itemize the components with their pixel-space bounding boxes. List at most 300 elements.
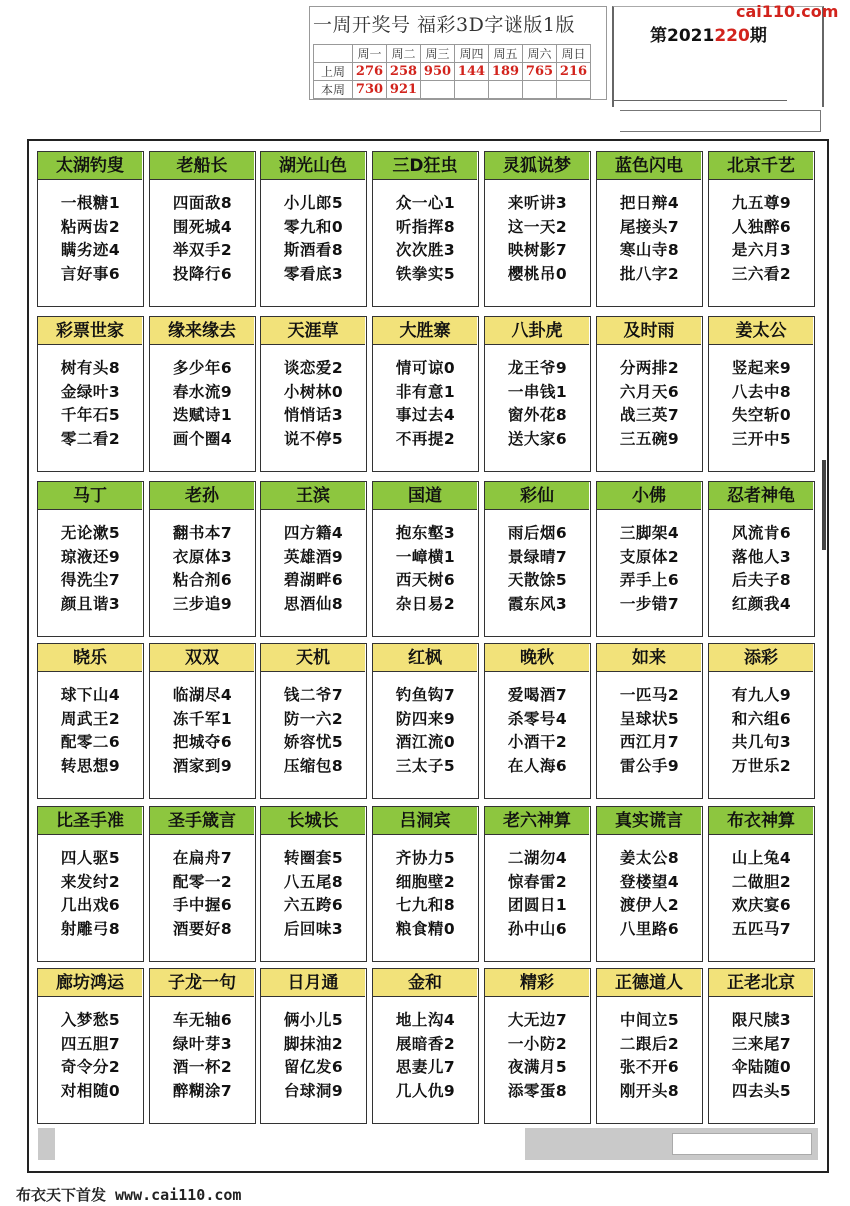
riddle-lines (373, 684, 478, 778)
riddle-line: 在人海6 (507, 756, 568, 775)
author-name: 天机 (261, 644, 365, 672)
riddle-line: 酒家到9 (172, 756, 233, 775)
day-header: 周一 (353, 45, 387, 63)
riddle-lines (38, 192, 143, 286)
author-name: 子龙一句 (150, 969, 254, 997)
riddle-line: 尾接头7 (619, 217, 680, 236)
riddle-line: 碧湖畔6 (283, 571, 344, 589)
riddle-line: 冻千军1 (172, 709, 233, 728)
author-name: 老孙 (150, 482, 254, 510)
riddle-line: 悄悄话3 (283, 406, 344, 424)
riddle-line: 手中握6 (172, 896, 233, 914)
riddle-cell (708, 806, 815, 962)
riddle-line: 七九和8 (395, 896, 456, 914)
riddle-cell (372, 643, 479, 799)
riddle-cell (149, 481, 256, 637)
riddle-lines (373, 192, 478, 286)
riddle-line: 三开中5 (731, 429, 792, 448)
riddle-line: 支原体2 (619, 547, 680, 566)
decorative-bar (822, 460, 826, 550)
riddle-line: 寒山寺8 (619, 241, 680, 259)
riddle-lines (261, 684, 366, 778)
author-name: 晓乐 (38, 644, 142, 672)
weekly-draw-table (313, 44, 591, 99)
riddle-line: 俩小儿5 (283, 1011, 344, 1029)
riddle-line: 四方籍4 (283, 524, 344, 542)
riddle-line: 配零一2 (172, 872, 233, 891)
riddle-line: 脚抹油2 (283, 1034, 344, 1053)
riddle-line: 奇令分2 (60, 1058, 121, 1076)
riddle-cell (708, 481, 815, 637)
riddle-cell (596, 316, 703, 472)
riddle-cell (484, 643, 591, 799)
author-name: 红枫 (373, 644, 477, 672)
riddle-line: 一小防2 (507, 1034, 568, 1053)
riddle-line: 地上沟4 (395, 1011, 456, 1029)
riddle-cell (708, 968, 815, 1124)
riddle-line: 后夫子8 (731, 571, 792, 589)
riddle-line: 细胞壁2 (395, 872, 456, 891)
riddle-cell (37, 806, 144, 962)
riddle-line: 杀零号4 (507, 709, 568, 728)
author-name: 正德道人 (597, 969, 701, 997)
day-header: 周六 (523, 45, 557, 63)
riddle-lines (597, 522, 702, 616)
riddle-lines (709, 1009, 814, 1103)
issue-number (650, 21, 767, 46)
riddle-cell (37, 481, 144, 637)
riddle-cell (596, 481, 703, 637)
riddle-lines (485, 357, 590, 451)
riddle-cell (484, 481, 591, 637)
riddle-line: 一步错7 (619, 594, 680, 613)
riddle-line: 二跟后2 (619, 1034, 680, 1053)
riddle-line: 酒要好8 (172, 919, 233, 938)
footer-credit: 布衣天下首发 www.cai110.com (16, 1186, 242, 1204)
riddle-line: 三太子5 (395, 756, 456, 775)
riddle-cell (372, 806, 479, 962)
riddle-lines (485, 847, 590, 941)
riddle-line: 爱喝酒7 (507, 686, 568, 704)
author-name: 及时雨 (597, 317, 701, 345)
riddle-line: 无论漱5 (60, 524, 121, 542)
riddle-line: 三脚架4 (619, 524, 680, 542)
author-name: 太湖钓叟 (38, 152, 142, 180)
draw-number: 144 (455, 63, 489, 81)
riddle-lines (485, 1009, 590, 1103)
corner-cell (314, 45, 353, 63)
riddle-line: 四去头5 (731, 1081, 792, 1100)
riddle-line: 周武王2 (60, 709, 121, 728)
author-name: 忍者神龟 (709, 482, 813, 510)
this-week-row (314, 81, 591, 99)
riddle-line: 抱东壑3 (395, 524, 456, 542)
riddle-lines (38, 522, 143, 616)
riddle-line: 酒一杯2 (172, 1058, 233, 1076)
riddle-line: 霞东风3 (507, 594, 568, 613)
riddle-line: 齐协力5 (395, 849, 456, 867)
row-label: 本周 (314, 81, 353, 99)
riddle-line: 配零二6 (60, 733, 121, 751)
riddle-line: 零看底3 (283, 264, 344, 283)
riddle-line: 山上兔4 (731, 849, 792, 867)
author-name: 精彩 (485, 969, 589, 997)
riddle-line: 四五胆7 (60, 1034, 121, 1053)
riddle-lines (150, 1009, 255, 1103)
author-name: 王滨 (261, 482, 365, 510)
riddle-line: 酒江流0 (395, 733, 456, 751)
riddle-line: 零九和0 (283, 217, 344, 236)
riddle-cell (37, 968, 144, 1124)
issue-prefix: 第2021 (650, 26, 715, 46)
riddle-line: 龙王爷9 (507, 359, 568, 377)
riddle-line: 伞陆随0 (731, 1058, 792, 1076)
riddle-lines (709, 684, 814, 778)
day-header: 周二 (387, 45, 421, 63)
riddle-line: 姜太公8 (619, 849, 680, 867)
riddle-line: 粘两齿2 (60, 217, 121, 236)
riddle-cell (372, 151, 479, 307)
author-name: 吕洞宾 (373, 807, 477, 835)
riddle-line: 二湖勿4 (507, 849, 568, 867)
riddle-line: 来听讲3 (507, 194, 568, 212)
author-name: 八卦虎 (485, 317, 589, 345)
author-name: 真实谎言 (597, 807, 701, 835)
riddle-line: 千年石5 (60, 406, 121, 424)
riddle-lines (485, 684, 590, 778)
riddle-line: 树有头8 (60, 359, 121, 377)
table-header-row (314, 45, 591, 63)
riddle-lines (597, 847, 702, 941)
day-header: 周三 (421, 45, 455, 63)
riddle-line: 铁拳实5 (395, 264, 456, 283)
riddle-line: 战三英7 (619, 406, 680, 424)
author-name: 老六神算 (485, 807, 589, 835)
author-name: 如来 (597, 644, 701, 672)
riddle-line: 临湖尽4 (172, 686, 233, 704)
riddle-line: 投降行6 (172, 264, 233, 283)
riddle-lines (373, 1009, 478, 1103)
riddle-line: 六五跨6 (283, 896, 344, 914)
riddle-line: 防一六2 (283, 709, 344, 728)
riddle-line: 景绿晴7 (507, 547, 568, 566)
riddle-line: 三五碗9 (619, 429, 680, 448)
riddle-line: 次次胜3 (395, 241, 456, 259)
draw-number: 189 (489, 63, 523, 81)
riddle-line: 举双手2 (172, 241, 233, 259)
riddle-line: 金绿叶3 (60, 382, 121, 401)
author-name: 天涯草 (261, 317, 365, 345)
riddle-line: 迭赋诗1 (172, 406, 233, 424)
riddle-lines (261, 522, 366, 616)
riddle-line: 风流肯6 (731, 524, 792, 542)
issue-suffix: 期 (749, 26, 767, 46)
draw-number: 276 (353, 63, 387, 81)
riddle-line: 思酒仙8 (283, 594, 344, 613)
riddle-lines (38, 847, 143, 941)
author-name: 长城长 (261, 807, 365, 835)
riddle-line: 英雄酒9 (283, 547, 344, 566)
riddle-lines (485, 522, 590, 616)
riddle-line: 来发纣2 (60, 872, 121, 891)
riddle-line: 小酒干2 (507, 733, 568, 751)
riddle-cell (708, 151, 815, 307)
author-name: 添彩 (709, 644, 813, 672)
draw-number (557, 81, 591, 99)
day-header: 周五 (489, 45, 523, 63)
riddle-cell (596, 968, 703, 1124)
draw-number: 921 (387, 81, 421, 99)
draw-number (523, 81, 557, 99)
riddle-line: 不再提2 (395, 429, 456, 448)
riddle-lines (709, 522, 814, 616)
riddle-line: 是六月3 (731, 241, 792, 259)
riddle-line: 八五尾8 (283, 872, 344, 891)
author-name: 蓝色闪电 (597, 152, 701, 180)
riddle-cell (708, 643, 815, 799)
riddle-line: 人独醉6 (731, 217, 792, 236)
riddle-line: 送大家6 (507, 429, 568, 448)
riddle-line: 娇容忧5 (283, 733, 344, 751)
draw-number (421, 81, 455, 99)
draw-number (489, 81, 523, 99)
author-name: 缘来缘去 (150, 317, 254, 345)
author-name: 金和 (373, 969, 477, 997)
riddle-lines (373, 522, 478, 616)
riddle-cell (260, 968, 367, 1124)
riddle-line: 在扁舟7 (172, 849, 233, 867)
author-name: 比圣手准 (38, 807, 142, 835)
riddle-line: 和六组6 (731, 709, 792, 728)
riddle-line: 杂日易2 (395, 594, 456, 613)
riddle-line: 八里路6 (619, 919, 680, 938)
author-name: 国道 (373, 482, 477, 510)
riddle-line: 非有意1 (395, 382, 456, 401)
riddle-lines (485, 192, 590, 286)
riddle-line: 天散馀5 (507, 571, 568, 589)
riddle-line: 六月天6 (619, 382, 680, 401)
riddle-lines (597, 192, 702, 286)
riddle-cell (149, 968, 256, 1124)
riddle-cell (260, 643, 367, 799)
riddle-cell (484, 968, 591, 1124)
author-name: 彩仙 (485, 482, 589, 510)
author-name: 正老北京 (709, 969, 813, 997)
riddle-line: 三来尾7 (731, 1034, 792, 1053)
riddle-line: 弄手上6 (619, 571, 680, 589)
riddle-cell (372, 481, 479, 637)
riddle-line: 登楼望4 (619, 872, 680, 891)
riddle-lines (709, 357, 814, 451)
riddle-lines (38, 357, 143, 451)
riddle-line: 钱二爷7 (283, 686, 344, 704)
riddle-line: 情可谅0 (395, 359, 456, 377)
divider (612, 100, 787, 101)
riddle-cell (372, 316, 479, 472)
riddle-line: 欢庆宴6 (731, 896, 792, 914)
decorative-frame (620, 110, 821, 132)
riddle-lines (38, 684, 143, 778)
riddle-cell (149, 151, 256, 307)
riddle-lines (261, 357, 366, 451)
riddle-line: 分两排2 (619, 359, 680, 377)
riddle-line: 一匹马2 (619, 686, 680, 704)
riddle-line: 钓鱼钩7 (395, 686, 456, 704)
bottom-slot (672, 1133, 812, 1155)
riddle-line: 翻书本7 (172, 524, 233, 542)
riddle-line: 球下山4 (60, 686, 121, 704)
author-name: 小佛 (597, 482, 701, 510)
riddle-line: 八去中8 (731, 382, 792, 401)
author-name: 大胜寨 (373, 317, 477, 345)
riddle-line: 车无轴6 (172, 1011, 233, 1029)
last-week-row (314, 63, 591, 81)
riddle-lines (150, 192, 255, 286)
riddle-lines (150, 847, 255, 941)
page-title: 一周开奖号 福彩3D字谜版1版 (313, 14, 575, 36)
riddle-line: 事过去4 (395, 406, 456, 424)
day-header: 周日 (557, 45, 591, 63)
riddle-line: 落他人3 (731, 547, 792, 566)
riddle-line: 惊春雷2 (507, 872, 568, 891)
author-name: 彩票世家 (38, 317, 142, 345)
riddle-line: 压缩包8 (283, 756, 344, 775)
riddle-line: 窗外花8 (507, 406, 568, 424)
riddle-line: 琼液还9 (60, 547, 121, 566)
riddle-lines (709, 847, 814, 941)
riddle-cell (37, 316, 144, 472)
author-name: 三D狂虫 (373, 152, 477, 180)
riddle-line: 粮食精0 (395, 919, 456, 938)
riddle-line: 三六看2 (731, 264, 792, 283)
riddle-line: 夜满月5 (507, 1058, 568, 1076)
riddle-line: 红颜我4 (731, 594, 792, 613)
riddle-line: 入梦愁5 (60, 1011, 121, 1029)
riddle-line: 思妻儿7 (395, 1058, 456, 1076)
riddle-lines (597, 357, 702, 451)
riddle-line: 防四来9 (395, 709, 456, 728)
draw-number: 950 (421, 63, 455, 81)
site-logo[interactable]: cai110.com (736, 2, 839, 21)
riddle-line: 小树林0 (283, 382, 344, 401)
riddle-line: 后回味3 (283, 919, 344, 938)
riddle-line: 雨后烟6 (507, 524, 568, 542)
riddle-cell (37, 151, 144, 307)
riddle-lines (709, 192, 814, 286)
riddle-line: 得洗尘7 (60, 571, 121, 589)
riddle-cell (37, 643, 144, 799)
riddle-line: 围死城4 (172, 217, 233, 236)
riddle-line: 几人仇9 (395, 1081, 456, 1100)
author-name: 湖光山色 (261, 152, 365, 180)
riddle-cell (484, 316, 591, 472)
riddle-lines (261, 192, 366, 286)
day-header: 周四 (455, 45, 489, 63)
draw-number: 258 (387, 63, 421, 81)
riddle-line: 台球洞9 (283, 1081, 344, 1100)
riddle-line: 映树影7 (507, 241, 568, 259)
riddle-line: 瞒劣迹4 (60, 241, 121, 259)
riddle-line: 春水流9 (172, 382, 233, 401)
riddle-line: 张不开6 (619, 1058, 680, 1076)
riddle-cell (596, 806, 703, 962)
author-name: 北京千艺 (709, 152, 813, 180)
riddle-line: 粘合剂6 (172, 571, 233, 589)
riddle-line: 刚开头8 (619, 1081, 680, 1100)
riddle-line: 限尺牍3 (731, 1011, 792, 1029)
riddle-lines (597, 1009, 702, 1103)
riddle-line: 绿叶芽3 (172, 1034, 233, 1053)
riddle-line: 对相随0 (60, 1081, 121, 1100)
riddle-line: 西天树6 (395, 571, 456, 589)
draw-number: 730 (353, 81, 387, 99)
riddle-line: 批八字2 (619, 264, 680, 283)
riddle-line: 这一天2 (507, 217, 568, 236)
riddle-line: 零二看2 (60, 429, 121, 448)
author-name: 双双 (150, 644, 254, 672)
author-name: 灵狐说梦 (485, 152, 589, 180)
riddle-lines (261, 1009, 366, 1103)
author-name: 老船长 (150, 152, 254, 180)
riddle-line: 一嶂横1 (395, 547, 456, 566)
riddle-cell (260, 481, 367, 637)
riddle-line: 四人驱5 (60, 849, 121, 867)
draw-number: 765 (523, 63, 557, 81)
riddle-line: 渡伊人2 (619, 896, 680, 914)
author-name: 圣手箴言 (150, 807, 254, 835)
riddle-line: 二做胆2 (731, 872, 792, 891)
riddle-line: 大无边7 (507, 1011, 568, 1029)
riddle-lines (597, 684, 702, 778)
riddle-line: 醉糊涂7 (172, 1081, 233, 1100)
author-name: 日月通 (261, 969, 365, 997)
riddle-line: 万世乐2 (731, 756, 792, 775)
author-name: 晚秋 (485, 644, 589, 672)
row-label: 上周 (314, 63, 353, 81)
riddle-line: 转圈套5 (283, 849, 344, 867)
riddle-line: 谈恋爱2 (283, 359, 344, 377)
riddle-line: 三步追9 (172, 594, 233, 613)
riddle-lines (150, 522, 255, 616)
riddle-line: 衣原体3 (172, 547, 233, 566)
riddle-line: 把城夺6 (172, 733, 233, 751)
riddle-lines (373, 357, 478, 451)
riddle-cell (149, 316, 256, 472)
riddle-line: 展暗香2 (395, 1034, 456, 1053)
riddle-cell (708, 316, 815, 472)
bottom-panel (55, 1124, 525, 1164)
riddle-lines (150, 357, 255, 451)
riddle-line: 呈球状5 (619, 709, 680, 728)
riddle-line: 樱桃吊0 (507, 264, 568, 283)
riddle-line: 团圆日1 (507, 896, 568, 914)
riddle-line: 几出戏6 (60, 896, 121, 914)
riddle-line: 射雕弓8 (60, 919, 121, 938)
author-name: 布衣神算 (709, 807, 813, 835)
riddle-line: 转思想9 (60, 756, 121, 775)
riddle-line: 听指挥8 (395, 217, 456, 236)
author-name: 姜太公 (709, 317, 813, 345)
riddle-cell (484, 151, 591, 307)
riddle-line: 一根糖1 (60, 194, 121, 212)
riddle-cell (596, 643, 703, 799)
riddle-line: 共几句3 (731, 733, 792, 751)
riddle-line: 言好事6 (60, 264, 121, 283)
riddle-cell (149, 806, 256, 962)
riddle-line: 五匹马7 (731, 919, 792, 938)
riddle-cell (260, 151, 367, 307)
riddle-cell (260, 806, 367, 962)
